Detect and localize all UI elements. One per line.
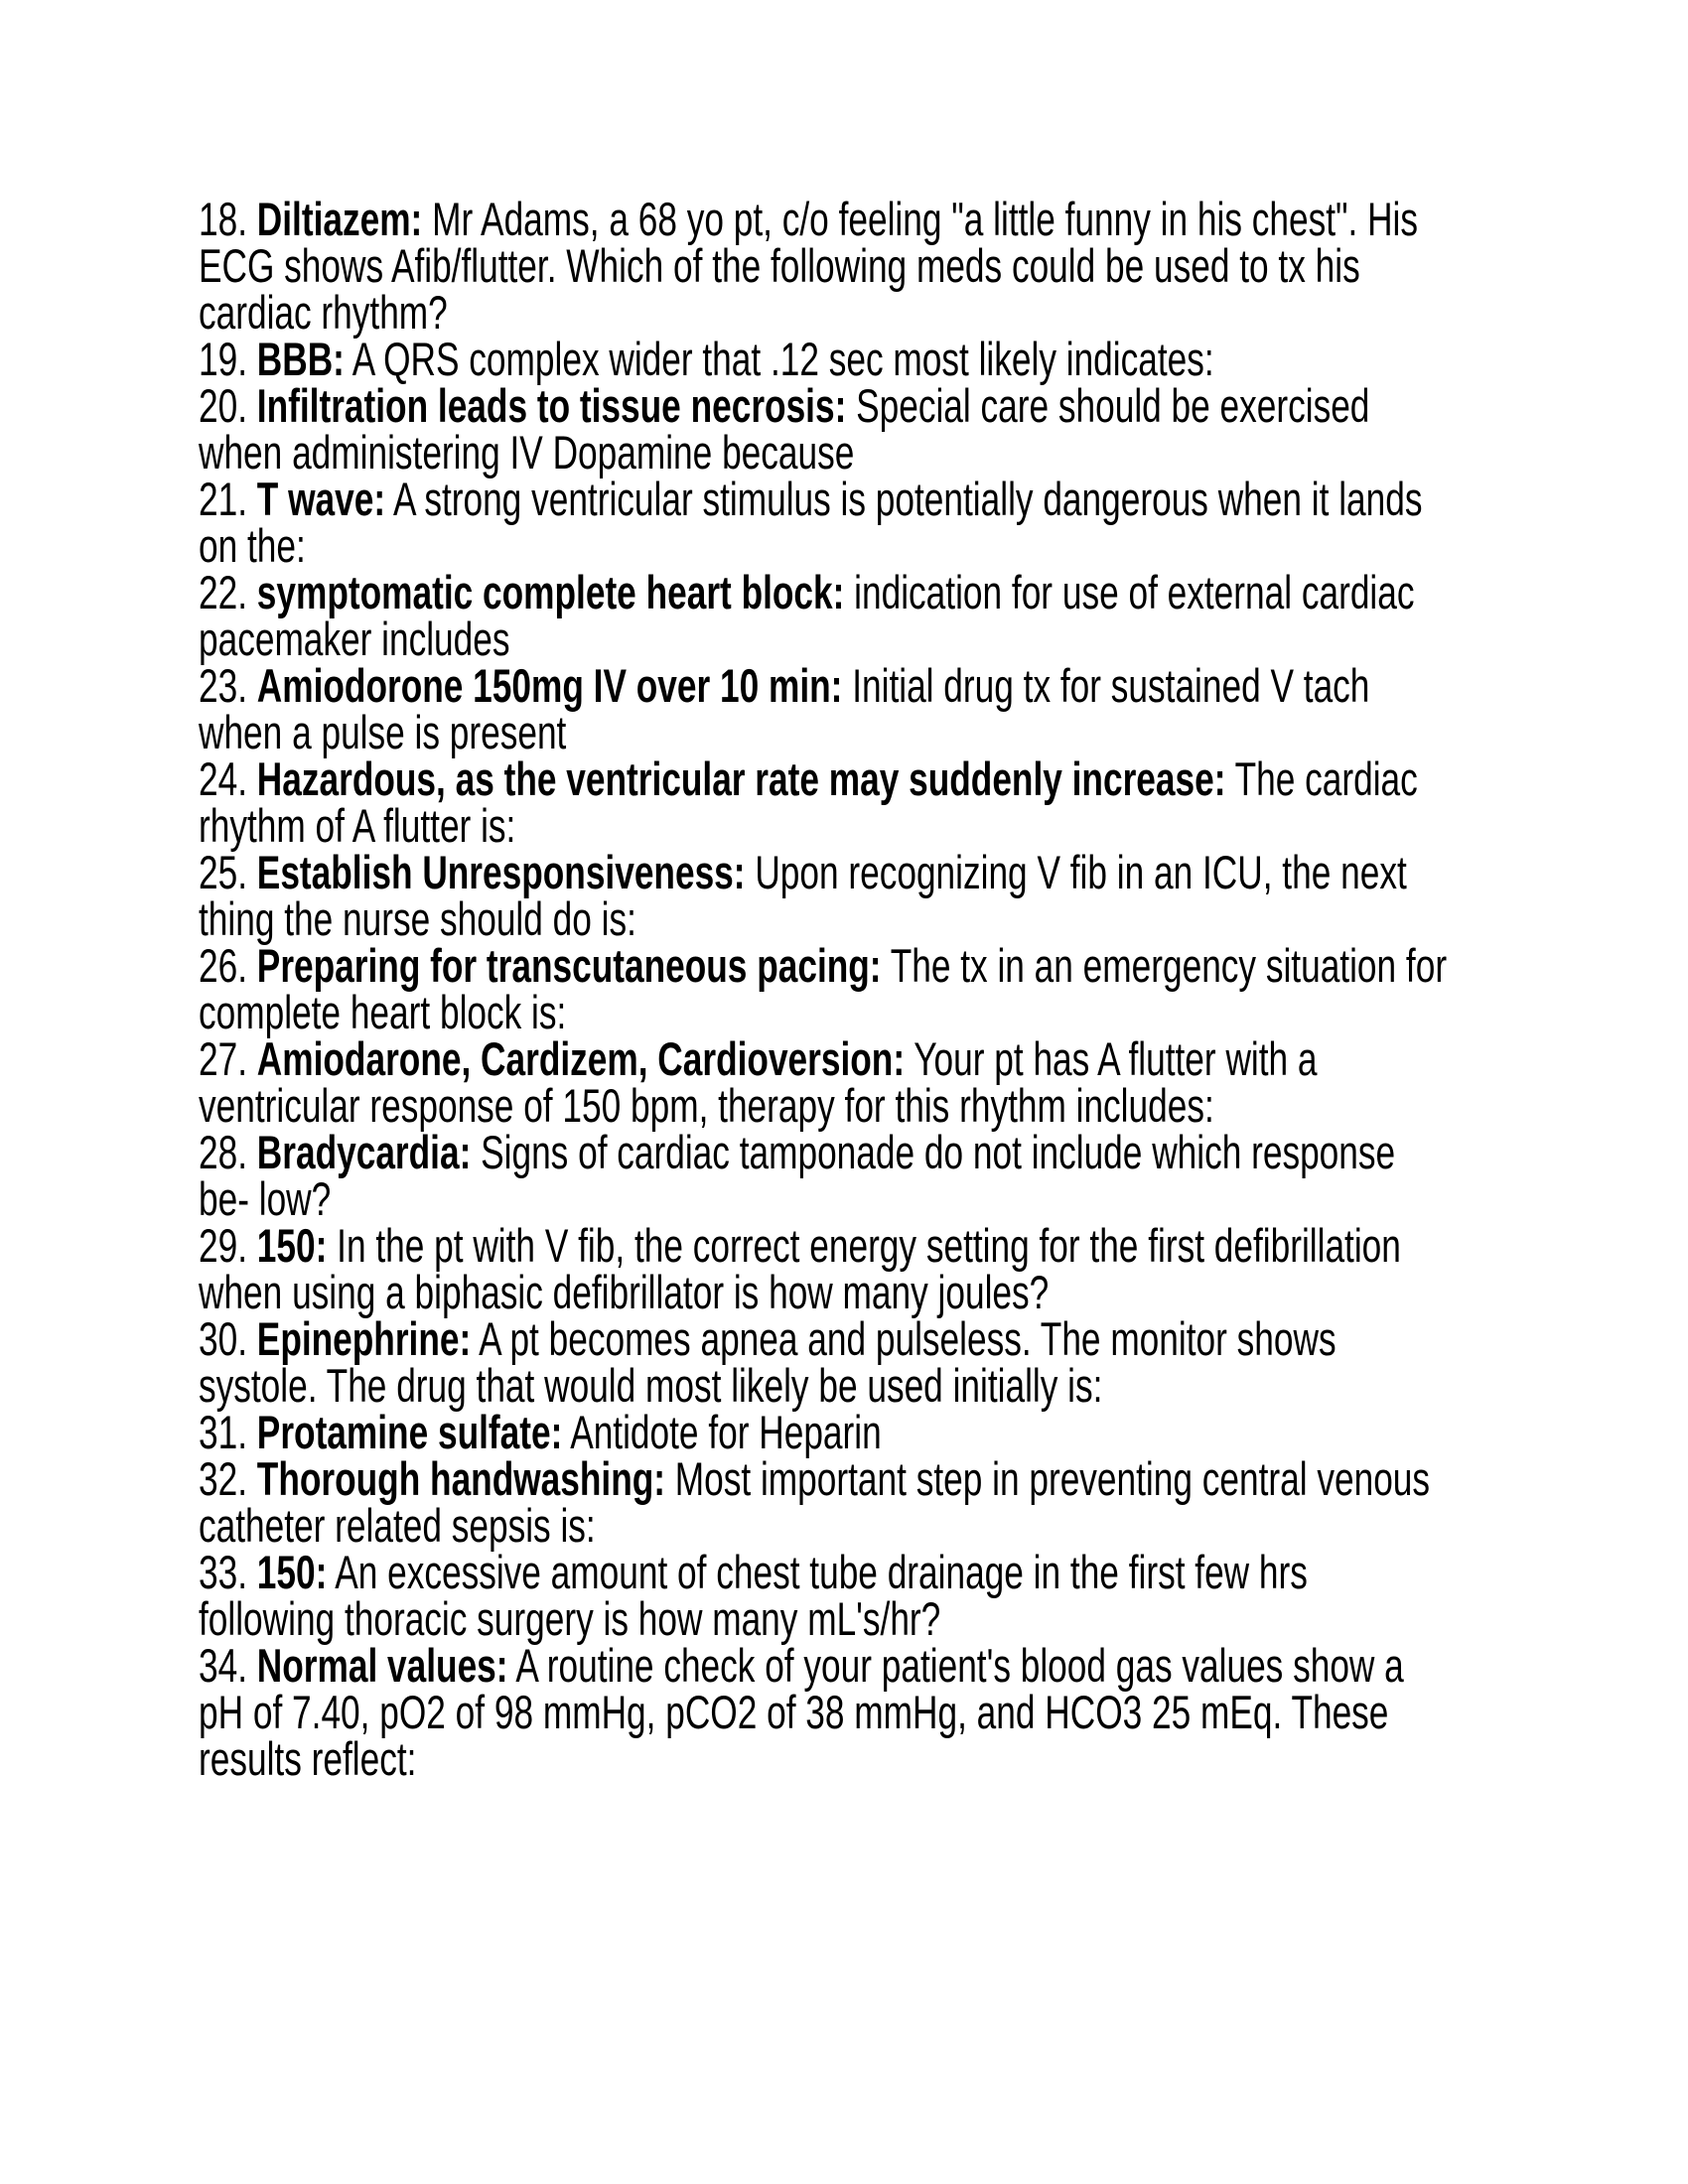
- question-item-22: [199, 566, 1450, 665]
- question-number: 32.: [199, 1452, 248, 1505]
- question-number: 30.: [199, 1312, 248, 1365]
- question-number: 18.: [199, 193, 248, 245]
- question-body: A pt becomes apnea and pulseless. The monitor shows systole. The drug that would most likely be used initially is:: [199, 1312, 1336, 1412]
- question-number: 28.: [199, 1126, 248, 1178]
- question-number: 19.: [199, 333, 248, 385]
- question-number: 34.: [199, 1639, 248, 1692]
- question-term: Protamine sulfate:: [256, 1406, 563, 1458]
- question-item-31: [199, 1406, 1450, 1458]
- question-body: Your pt has A flutter with a ventricular response of 150 bpm, therapy for this rhythm includes:: [199, 1032, 1318, 1132]
- question-term: Normal values:: [256, 1639, 508, 1692]
- question-item-20: [199, 379, 1450, 478]
- question-number: 21.: [199, 473, 248, 525]
- question-number: 24.: [199, 752, 248, 805]
- question-item-27: [199, 1032, 1450, 1132]
- question-term: Epinephrine:: [256, 1312, 472, 1365]
- question-body: A strong ventricular stimulus is potentially dangerous when it lands on the:: [199, 473, 1423, 572]
- question-body: A routine check of your patient's blood gas values show a pH of 7.40, pO2 of 98 mmHg, pCO2 of 38 mmHg, and HCO3 25 mEq. These results reflect:: [199, 1639, 1404, 1785]
- question-item-21: [199, 473, 1450, 572]
- question-term: symptomatic complete heart block:: [256, 566, 845, 618]
- question-body: A QRS complex wider that .12 sec most likely indicates:: [352, 333, 1214, 385]
- question-term: Diltiazem:: [256, 193, 423, 245]
- question-term: Infiltration leads to tissue necrosis:: [256, 379, 847, 432]
- question-item-23: [199, 659, 1450, 758]
- question-number: 27.: [199, 1032, 248, 1085]
- question-list: [199, 193, 1450, 1785]
- question-body: Initial drug tx for sustained V tach when a pulse is present: [199, 659, 1370, 758]
- question-item-33: [199, 1546, 1450, 1645]
- question-body: Most important step in preventing central venous catheter related sepsis is:: [199, 1452, 1431, 1552]
- question-body: Antidote for Heparin: [570, 1406, 882, 1458]
- question-term: BBB:: [256, 333, 345, 385]
- question-item-19: [199, 333, 1450, 385]
- question-item-28: [199, 1126, 1450, 1225]
- question-body: The tx in an emergency situation for complete heart block is:: [199, 939, 1448, 1038]
- question-number: 23.: [199, 659, 248, 712]
- question-term: Thorough handwashing:: [256, 1452, 666, 1505]
- question-item-34: [199, 1639, 1450, 1785]
- question-body: In the pt with V fib, the correct energy setting for the first defibrillation when using a biphasic defibrillator is how many joules?: [199, 1219, 1401, 1318]
- question-term: 150:: [256, 1546, 328, 1598]
- question-body: Upon recognizing V fib in an ICU, the next thing the nurse should do is:: [199, 846, 1407, 945]
- question-term: T wave:: [256, 473, 386, 525]
- question-item-30: [199, 1312, 1450, 1412]
- question-body: The cardiac rhythm of A flutter is:: [199, 752, 1418, 852]
- question-number: 25.: [199, 846, 248, 898]
- question-item-25: [199, 846, 1450, 945]
- question-body: Special care should be exercised when administering IV Dopamine because: [199, 379, 1370, 478]
- question-number: 26.: [199, 939, 248, 992]
- question-term: Bradycardia:: [256, 1126, 472, 1178]
- question-body: Signs of cardiac tamponade do not include which response be- low?: [199, 1126, 1396, 1225]
- question-number: 20.: [199, 379, 248, 432]
- question-number: 33.: [199, 1546, 248, 1598]
- question-body: indication for use of external cardiac pacemaker includes: [199, 566, 1415, 665]
- question-term: Preparing for transcutaneous pacing:: [256, 939, 882, 992]
- question-number: 22.: [199, 566, 248, 618]
- question-number: 31.: [199, 1406, 248, 1458]
- question-item-29: [199, 1219, 1450, 1318]
- question-term: Amiodarone, Cardizem, Cardioversion:: [256, 1032, 906, 1085]
- question-term: Hazardous, as the ventricular rate may suddenly increase:: [256, 752, 1226, 805]
- question-item-32: [199, 1452, 1450, 1552]
- question-number: 29.: [199, 1219, 248, 1272]
- question-term: Establish Unresponsiveness:: [256, 846, 746, 898]
- question-body: An excessive amount of chest tube drainage in the first few hrs following thoracic surgery is how many mL's/hr?: [199, 1546, 1308, 1645]
- question-item-26: [199, 939, 1450, 1038]
- question-body: Mr Adams, a 68 yo pt, c/o feeling "a little funny in his chest". His ECG shows Afib/flutter. Which of the following meds could be used to tx his cardiac rhythm?: [199, 193, 1419, 339]
- question-item-18: [199, 193, 1450, 339]
- question-item-24: [199, 752, 1450, 852]
- question-term: Amiodorone 150mg IV over 10 min:: [256, 659, 843, 712]
- question-term: 150:: [256, 1219, 328, 1272]
